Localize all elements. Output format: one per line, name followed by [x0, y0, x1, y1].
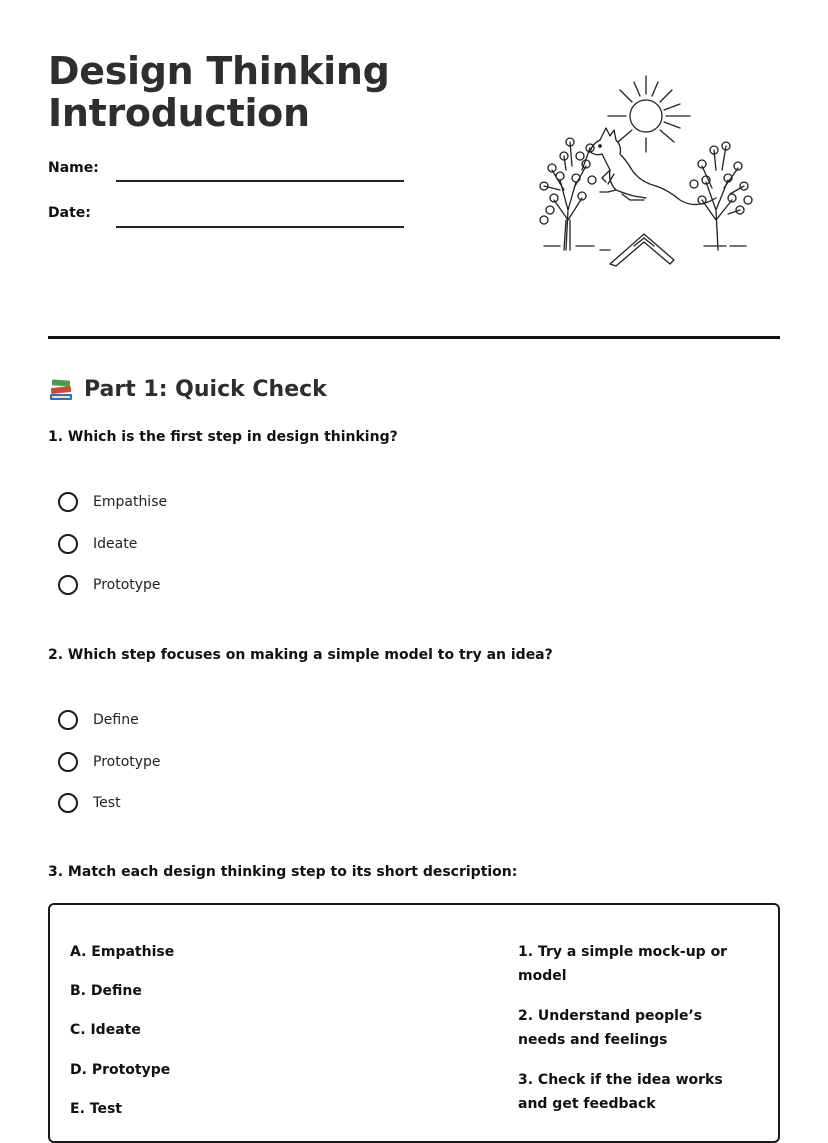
q1-option-prototype[interactable]	[58, 572, 161, 598]
question-1: 1. Which is the first step in design thinking?	[48, 429, 398, 445]
matching-box	[48, 903, 780, 1143]
radio-button[interactable]	[58, 534, 78, 554]
title-line-1: Design Thinking	[48, 49, 390, 93]
date-input-line[interactable]	[116, 226, 404, 228]
match-step-e: E. Test	[70, 1101, 122, 1117]
match-step-b: B. Define	[70, 983, 142, 999]
q1-option-ideate[interactable]	[58, 531, 137, 557]
option-label: Define	[93, 712, 139, 728]
section-title	[48, 374, 327, 404]
radio-button[interactable]	[58, 492, 78, 512]
books-icon	[48, 376, 74, 402]
title-line-2: Introduction	[48, 91, 310, 135]
question-3: 3. Match each design thinking step to its short description:	[48, 864, 518, 880]
q2-option-test[interactable]	[58, 790, 121, 816]
match-step-d: D. Prototype	[70, 1062, 171, 1078]
match-description-1: 1. Try a simple mock-up or model	[518, 944, 728, 984]
question-2: 2. Which step focuses on making a simple model to try an idea?	[48, 647, 553, 663]
section-title-text: Part 1: Quick Check	[84, 376, 327, 402]
section-divider	[48, 336, 780, 339]
match-step-c: C. Ideate	[70, 1022, 141, 1038]
option-label: Test	[93, 795, 121, 811]
name-label: Name:	[48, 160, 99, 176]
option-label: Prototype	[93, 754, 161, 770]
name-input-line[interactable]	[116, 180, 404, 182]
radio-button[interactable]	[58, 752, 78, 772]
page-title	[48, 50, 390, 134]
option-label: Ideate	[93, 536, 138, 552]
option-label: Prototype	[93, 577, 161, 593]
radio-button[interactable]	[58, 710, 78, 730]
match-description-2: 2. Understand people’s needs and feelings	[518, 1008, 703, 1048]
date-label: Date:	[48, 205, 91, 221]
q2-option-define[interactable]	[58, 707, 139, 733]
radio-button[interactable]	[58, 575, 78, 595]
q1-option-empathise[interactable]	[58, 489, 167, 515]
radio-button[interactable]	[58, 793, 78, 813]
q2-option-prototype[interactable]	[58, 749, 161, 775]
kangaroo-boomerang-sun-icon	[530, 70, 760, 270]
option-label: Empathise	[93, 494, 168, 510]
match-description-3: 3. Check if the idea works and get feedback	[518, 1072, 723, 1112]
match-step-a: A. Empathise	[70, 944, 175, 960]
